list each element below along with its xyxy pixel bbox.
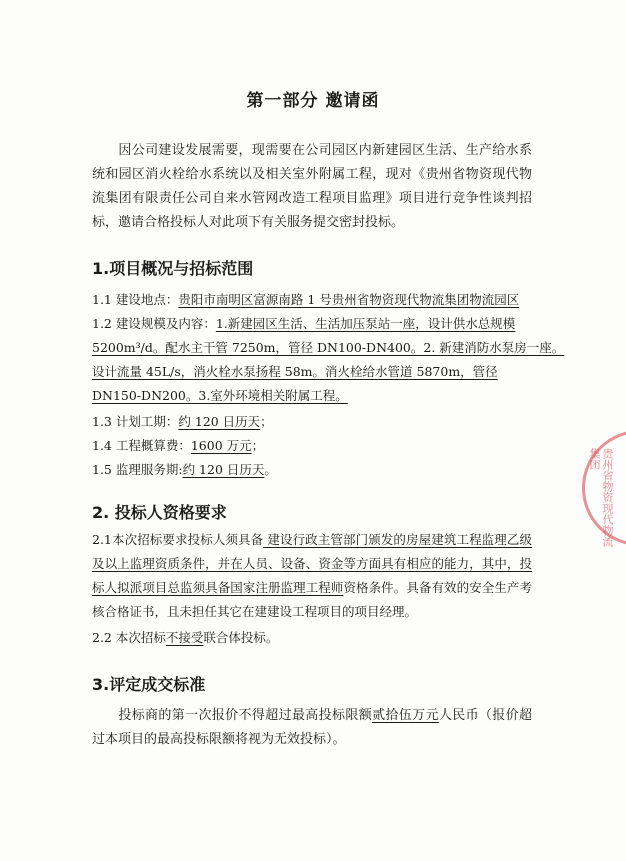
period-label: 1.3 计划工期： xyxy=(92,414,179,429)
budget-value: 1600 万元 xyxy=(190,438,252,453)
seal-text: 贵州省物资现代物流集团 xyxy=(588,448,614,547)
e-text-c: 人民币（报价超过本项目的最高投标限额将视为无效投标）。 xyxy=(92,708,532,747)
qualification-paragraph xyxy=(92,528,532,624)
budget-tail: ； xyxy=(251,438,265,453)
evaluation-paragraph xyxy=(92,704,532,752)
site-value: 贵阳市南明区富源南路 1 号贵州省物资现代物流集团物流园区 xyxy=(178,292,520,307)
scale-text-1: 1.新建园区生活、生活加压泵站一座，设计供水总规模 xyxy=(215,316,516,331)
budget-label: 1.4 工程概算费： xyxy=(92,438,191,453)
budget-line xyxy=(92,436,264,456)
scale-line-1 xyxy=(92,314,515,334)
section-2-heading: 2. 投标人资格要求 xyxy=(92,503,227,522)
q-text-e: 资格条件。具备有效的安全生产考核合格证书，且未担任其它在建建设工程项目的项目经理。 xyxy=(92,580,532,619)
section-3-heading: 3.评定成交标准 xyxy=(92,675,206,694)
service-label: 1.5 监理服务期: xyxy=(92,462,183,477)
intro-paragraph xyxy=(92,139,532,235)
period-line xyxy=(92,412,273,432)
intro-text: 因公司建设发展需要，现需要在公司园区内新建园区生活、生产给水系统和园区消火栓给水系统以及相关室外附属工程，现对《贵州省物资现代物流集团有限责任公司自来水管网改造工程项目监理》项目进行竞争性谈判招标，邀请合格投标人对此项下有关服务提交密封投标。 xyxy=(92,143,532,230)
scale-line-3: 设计流量 45L/s，消火栓水泵扬程 58m。消火栓给水管道 5870m，管径 xyxy=(92,364,498,379)
scale-label: 1.2 建设规模及内容： xyxy=(92,316,216,331)
site-line xyxy=(92,290,519,310)
section-1-heading: 1.项目概况与招标范围 xyxy=(92,259,254,278)
period-tail: ； xyxy=(260,414,273,429)
q2-text-a: 2.2 本次招标 xyxy=(92,630,166,645)
q-text-c: 资质条件，并在人员、设备、资金等方面具有相应的能力，其中，投标人拟派项目总监须具备 xyxy=(92,556,532,595)
e-text-a: 投标商的第一次报价不得超过最高投标限额 xyxy=(118,708,373,723)
q-text-b: 建设行政主管部门颁发的房屋建筑工程监理乙级及以上监理 xyxy=(92,532,532,571)
period-value: 约 120 日历天 xyxy=(178,414,261,429)
consortium-line xyxy=(92,628,278,648)
scale-line-4: DN150-DN200。3.室外环境相关附属工程。 xyxy=(92,388,348,403)
q-text-a: 2.1本次招标要求投标人须具备 xyxy=(92,532,264,547)
q2-text-b: 不接受 xyxy=(165,630,204,645)
q2-text-c: 联合体投标。 xyxy=(203,630,279,645)
company-seal xyxy=(582,430,626,550)
scale-line-2: 5200m³/d。配水主干管 7250m，管径 DN100-DN400。2. 新建消防水泵房一座。 xyxy=(92,340,565,355)
site-label: 1.1 建设地点： xyxy=(92,292,179,307)
service-tail: 。 xyxy=(264,462,277,477)
service-value: 约 120 日历天 xyxy=(182,462,265,477)
page-title: 第一部分 邀请函 xyxy=(246,91,380,111)
service-line xyxy=(92,460,277,480)
q-text-d: 国家注册监理工程师 xyxy=(230,580,344,595)
e-text-b: 贰拾伍万元 xyxy=(372,708,439,723)
